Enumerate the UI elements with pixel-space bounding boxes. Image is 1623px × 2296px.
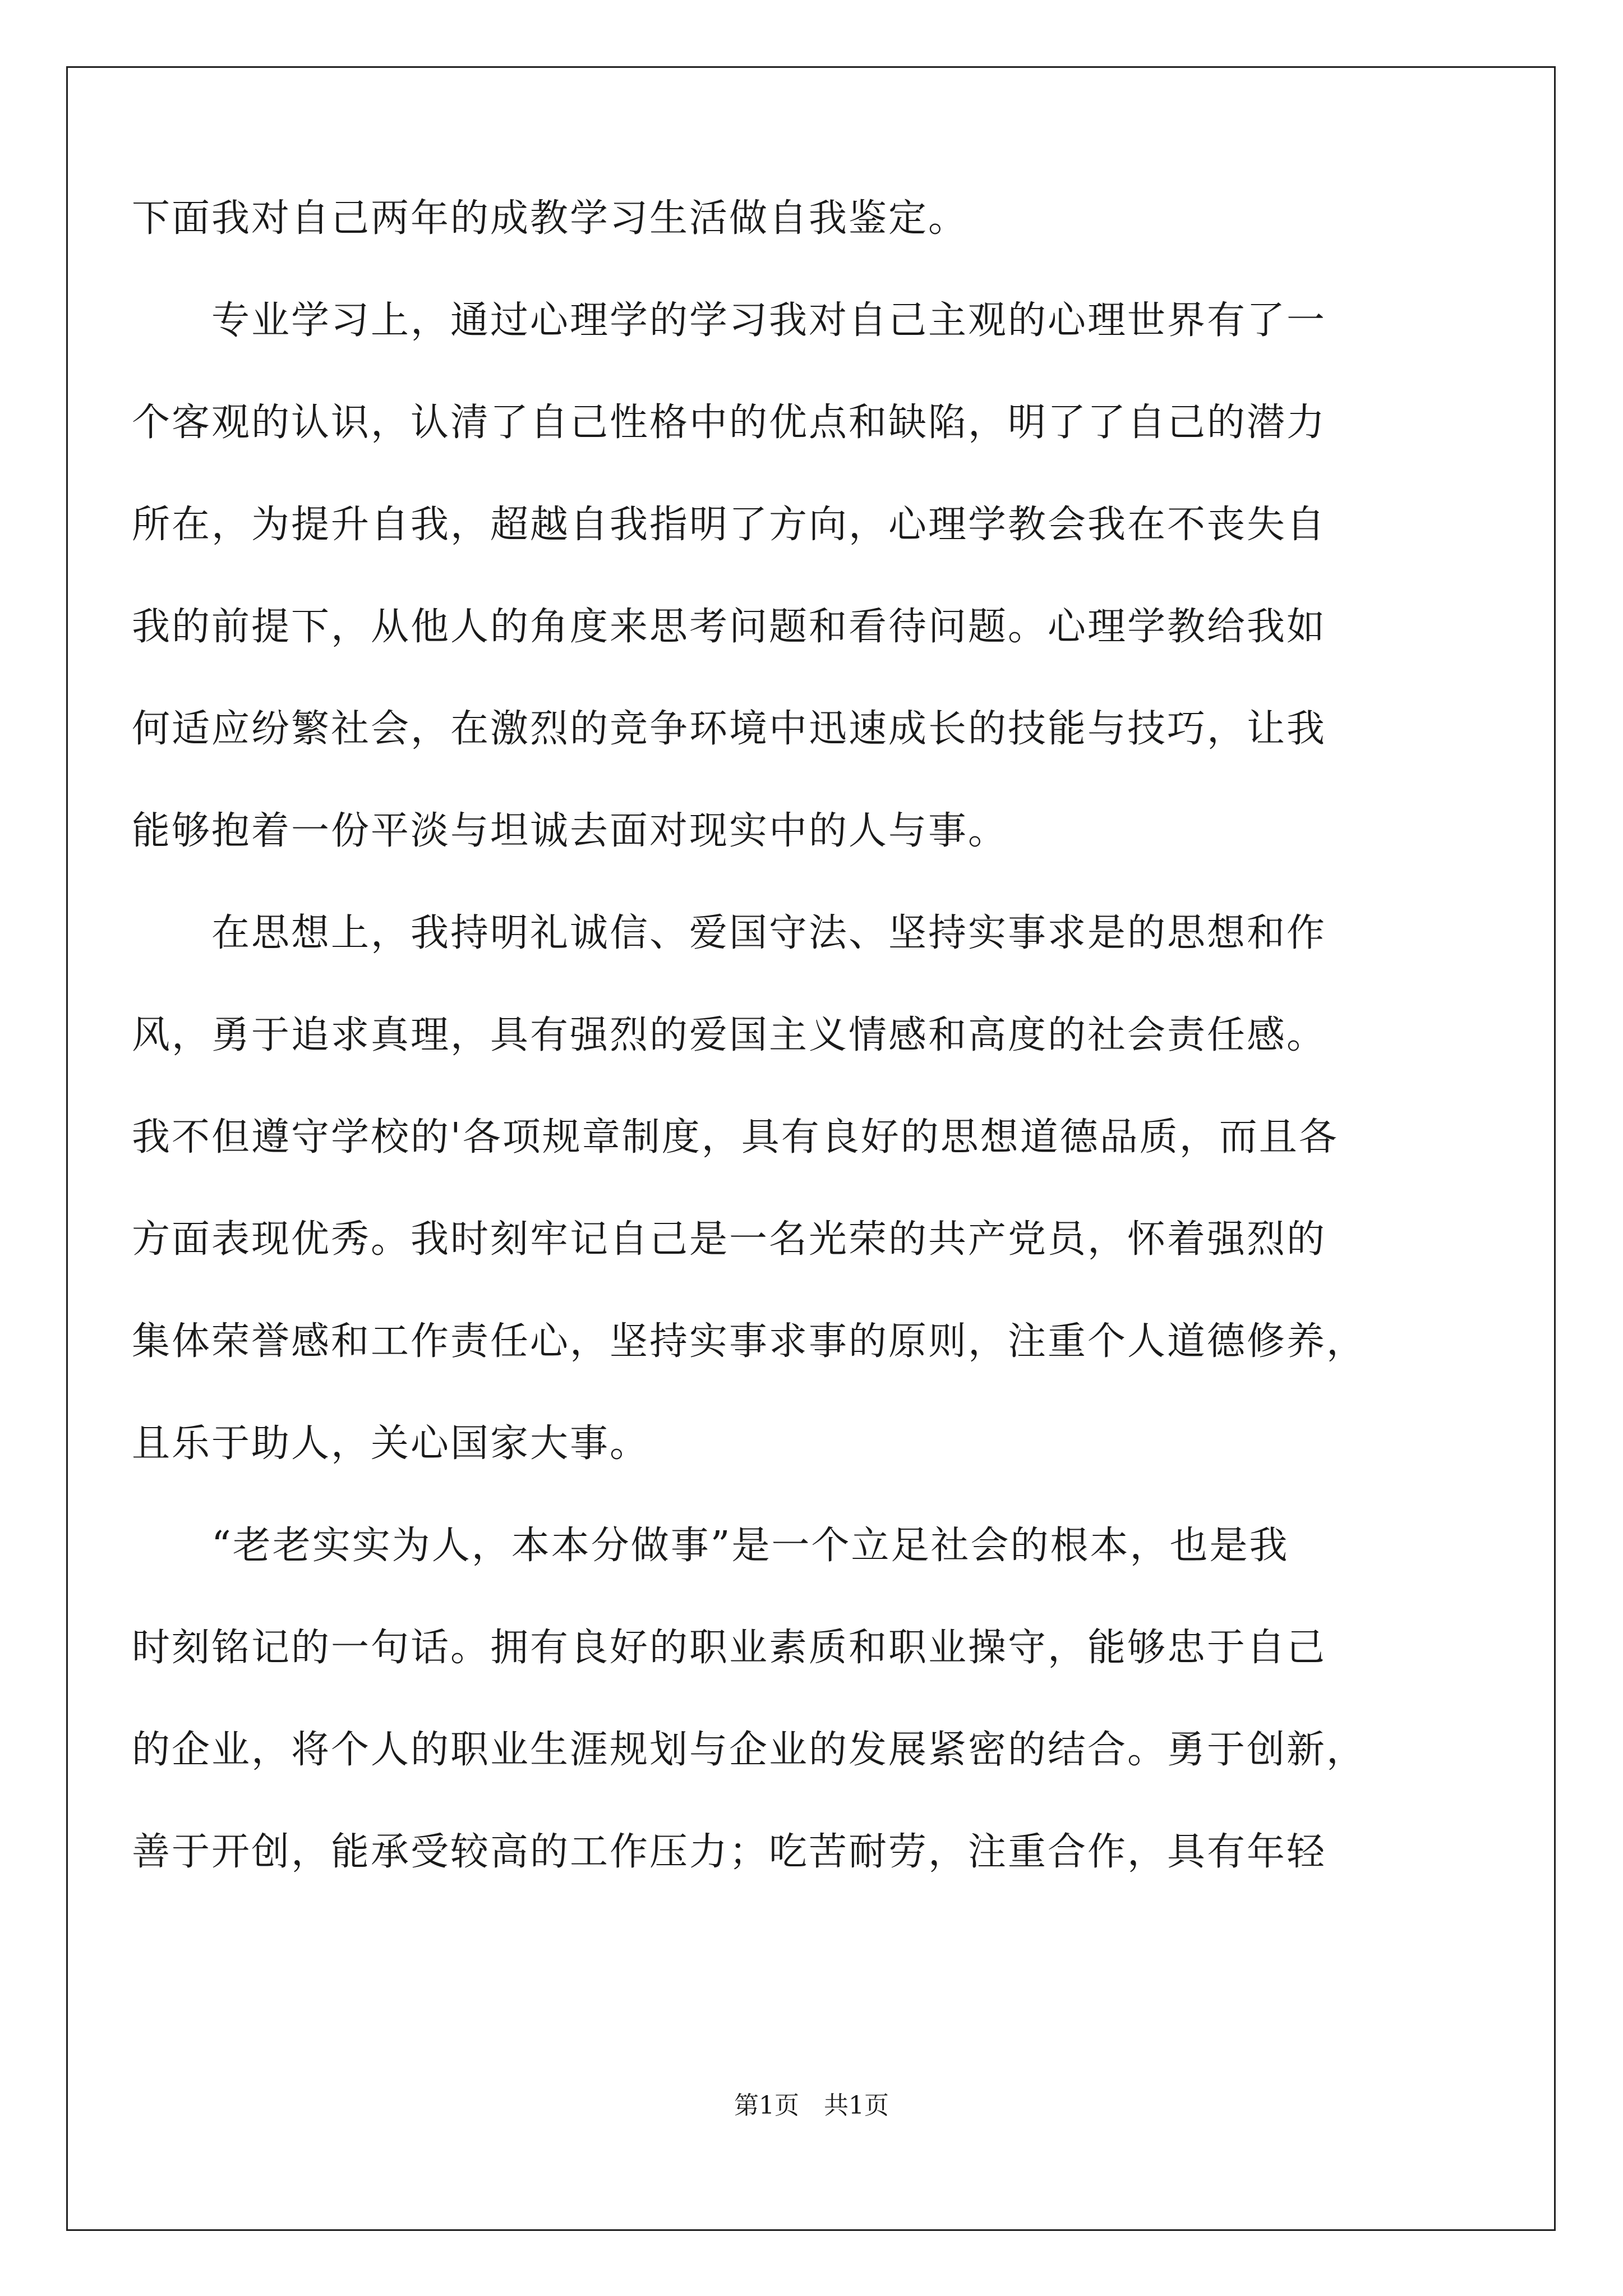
text-line: “老老实实为人，本本分做事”是一个立足社会的根本，也是我: [132, 1524, 1289, 1568]
text-line: 我不但遵守学校的'各项规章制度，具有良好的思想道德品质，而且各: [132, 1115, 1339, 1159]
text-line: 何适应纷繁社会，在激烈的竞争环境中迅速成长的技能与技巧，让我: [132, 707, 1327, 751]
text-line: 下面我对自己两年的成教学习生活做自我鉴定。: [132, 196, 969, 241]
text-line: 我的前提下，从他人的角度来思考问题和看待问题。心理学教给我如: [132, 605, 1327, 649]
text-line: 所在，为提升自我，超越自我指明了方向，心理学教会我在不丧失自: [132, 503, 1327, 547]
text-line: 在思想上，我持明礼诚信、爱国守法、坚持实事求是的思想和作: [132, 911, 1327, 955]
text-line: 专业学习上，通过心理学的学习我对自己主观的心理世界有了一: [132, 298, 1327, 343]
text-line: 时刻铭记的一句话。拥有良好的职业素质和职业操守，能够忠于自己: [132, 1626, 1327, 1670]
text-line: 且乐于助人，关心国家大事。: [132, 1421, 650, 1466]
text-line: 能够抱着一份平淡与坦诚去面对现实中的人与事。: [132, 809, 1008, 853]
text-line: 方面表现优秀。我时刻牢记自己是一名光荣的共产党员，怀着强烈的: [132, 1217, 1327, 1262]
text-line: 的企业，将个人的职业生涯规划与企业的发展紧密的结合。勇于创新，: [132, 1728, 1367, 1772]
text-line: 个客观的认识，认清了自己性格中的优点和缺陷，明了了自己的潜力: [132, 401, 1327, 445]
text-line: 风，勇于追求真理，具有强烈的爱国主义情感和高度的社会责任感。: [132, 1013, 1327, 1057]
page-number: 第1页 共1页: [734, 2091, 889, 2120]
text-line: 善于开创，能承受较高的工作压力；吃苦耐劳，注重合作，具有年轻: [132, 1830, 1327, 1874]
text-line: 集体荣誉感和工作责任心，坚持实事求事的原则，注重个人道德修养，: [132, 1319, 1367, 1364]
